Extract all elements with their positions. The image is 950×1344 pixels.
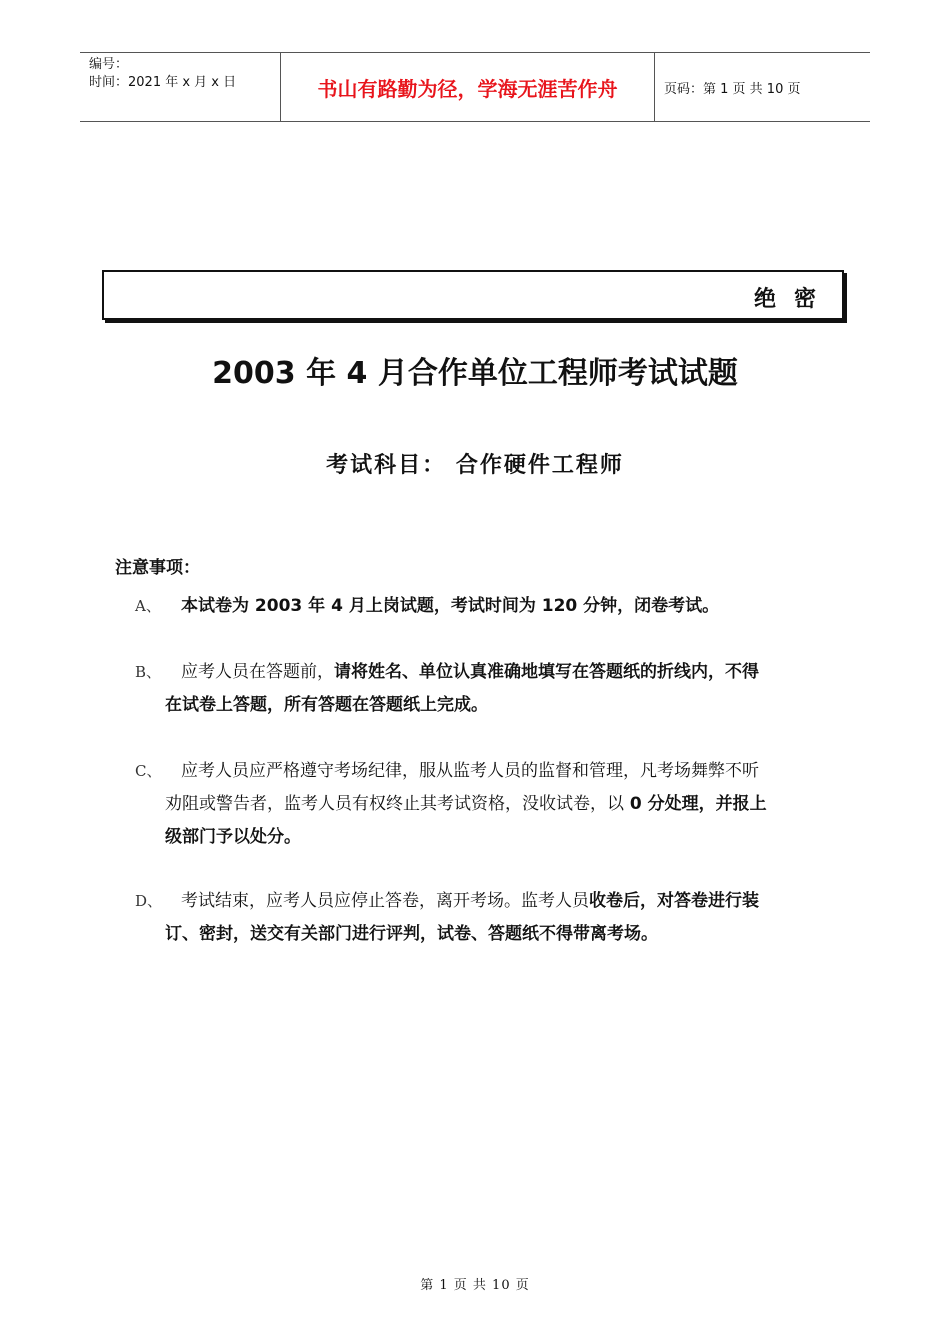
- notice-item-a: [135, 590, 840, 623]
- page-title: 2003 年 4 月合作单位工程师考试试题: [212, 356, 738, 391]
- item-line-2-plain: 劝阻或警告者，监考人员有权终止其考试资格，没收试卷，以: [165, 794, 624, 814]
- notice-item-c: [135, 755, 840, 854]
- page-info: 页码：第 1 页 共 10 页: [664, 81, 801, 97]
- item-text-plain: 应考人员在答题前，: [181, 662, 334, 682]
- item-text-plain: 考试结束，应考人员应停止答卷，离开考场。监考人员: [181, 891, 589, 911]
- page-header: [80, 52, 870, 122]
- secret-box: [102, 270, 844, 320]
- exam-subject: 考试科目： 合作硬件工程师: [326, 453, 624, 478]
- item-text: 应考人员应严格遵守考场纪律，服从监考人员的监督和管理，凡考场舞弊不听: [181, 761, 759, 781]
- item-marker: D、: [135, 892, 163, 910]
- item-text: 本试卷为 2003 年 4 月上岗试题，考试时间为 120 分钟，闭卷考试。: [181, 596, 720, 616]
- motto: 书山有路勤为径，学海无涯苦作舟: [281, 53, 655, 121]
- notice-item-b: [135, 656, 840, 722]
- item-marker: A、: [135, 597, 161, 615]
- notice-item-d: [135, 885, 840, 951]
- page-footer: 第 1 页 共 10 页: [420, 1278, 530, 1293]
- item-line-2: 在试卷上答题，所有答题在答题纸上完成。: [165, 695, 488, 715]
- header-meta: [80, 53, 281, 121]
- item-marker: B、: [135, 663, 162, 681]
- item-line-3: 级部门予以处分。: [165, 827, 301, 847]
- number-label: 编号：: [89, 57, 129, 72]
- item-line-2: 订、密封，送交有关部门进行评判，试卷、答题纸不得带离考场。: [165, 924, 658, 944]
- item-text-bold: 请将姓名、单位认真准确地填写在答题纸的折线内，不得: [334, 662, 759, 682]
- item-line-2-bold: 0 分处理，并报上: [624, 794, 767, 814]
- time-label: 时间：2021 年 x 月 x 日: [89, 75, 237, 90]
- item-marker: C、: [135, 762, 162, 780]
- item-text-bold: 收卷后，对答卷进行装: [589, 891, 759, 911]
- secret-mark: 绝密: [753, 287, 834, 312]
- notice-label: 注意事项：: [115, 558, 200, 578]
